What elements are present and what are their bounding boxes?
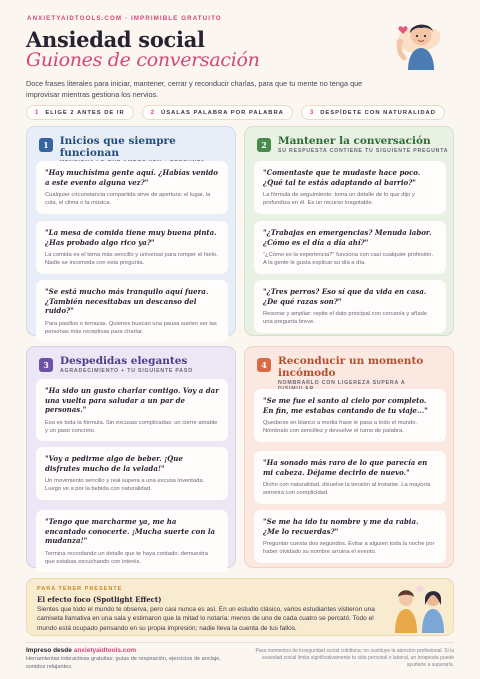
- script-phrase: "Ha sido un gusto charlar contigo. Voy a dar una vuelta para saludar a un par de personas.": [45, 386, 219, 415]
- panel-subtitle: SU RESPUESTA CONTIENE TU SIGUIENTE PREGUNTA: [278, 148, 449, 154]
- script-card: [254, 389, 446, 442]
- panel-number-badge: 2: [257, 138, 271, 152]
- chatting-friends-icon: [389, 583, 451, 638]
- script-phrase: "Se está mucho más tranquilo aquí fuera. ¿También necesitabas un descanso del ruido?": [45, 287, 209, 316]
- step-label: DESPÍDETE CON NATURALIDAD: [320, 109, 436, 116]
- step-number: 2: [150, 109, 156, 116]
- script-note: Esa es toda la fórmula. Sin excusas complicadas: un cierre amable y un paso concreto.: [45, 419, 218, 434]
- script-phrase: "Comentaste que te mudaste hace poco. ¿Qué tal te estás adaptando al barrio?": [263, 168, 421, 187]
- panel-keep-going: [244, 126, 454, 336]
- script-card: [36, 161, 228, 214]
- footer-prefix: Impreso desde: [26, 647, 72, 654]
- heart-icon: [398, 22, 408, 32]
- panel-openers: [26, 126, 236, 336]
- script-phrase: "Ha sonado más raro de lo que parecía en mi cabeza. Déjame decirlo de nuevo.": [263, 458, 428, 477]
- script-note: Para pasillos o terrazas. Quienes buscan una pausa suelen ser las personas más receptivas para charlar.: [45, 320, 217, 335]
- script-note: Termina recordando un detalle que te haya contado: demuestra que estabas escuchando con interés.: [45, 550, 209, 565]
- panel-title: Despedidas elegantes: [60, 355, 188, 367]
- step-number: 3: [309, 109, 315, 116]
- footer-title: [26, 647, 226, 654]
- panel-subtitle: NOMBRARLO CON LIGEREZA SUPERA A: [278, 380, 406, 386]
- step-pill-3: [301, 105, 445, 120]
- script-card: [254, 280, 446, 333]
- spotlight-note: [26, 578, 454, 636]
- script-phrase: "Se me fue el santo al cielo por completo. En fin, me estabas contando de tu viaje...": [263, 396, 428, 415]
- script-card: [36, 379, 228, 441]
- script-card: [254, 221, 446, 274]
- panel-title: Mantener la conversación: [278, 135, 431, 147]
- footer-disclaimer: Para momentos de inseguridad social cotidiana; no sustituye la atención profesional. Si la ansiedad social limita significativamente tu vida personal o laboral, un terapeuta puede ayudarte a superarla.: [255, 648, 454, 668]
- note-body: Sientes que todo el mundo te observa, pero casi nunca es así. En un estudio clásico, varios estudiantes vistieron una camiseta llamativa en una sala y estimaron que la mitad lo notaría: menos de uno de cada cuatro se percató. Todo el mundo está ocupado pensando en su propia impresión; nadie lleva la cuenta de tus fallos.: [37, 606, 375, 632]
- footer-divider: [26, 642, 454, 643]
- script-note: Cualquier circunstancia compartida sirve de apertura: el lugar, la cola, el clima o la música.: [45, 192, 211, 207]
- script-phrase: "Tengo que marcharme ya, me ha encantado conocerte. ¡Mucha suerte con la mudanza!": [45, 517, 216, 546]
- panel-awkward-moments: [244, 346, 454, 568]
- script-phrase: "¿Trabajas en emergencias? Menuda labor. ¿Cómo es el día a día ahí?": [263, 228, 432, 247]
- steps-row: [26, 105, 445, 120]
- panel-goodbyes: [26, 346, 236, 568]
- step-number: 1: [35, 109, 40, 116]
- script-phrase: "Hay muchísima gente aquí. ¿Habías venido a este evento alguna vez?": [45, 168, 218, 187]
- script-note: Preguntar cuesta dos segundos. Evitar a alguien toda la noche por haber olvidado su nombre arruina el evento.: [263, 541, 435, 556]
- script-card: [36, 510, 228, 572]
- script-phrase: "La mesa de comida tiene muy buena pinta. ¿Has probado algo rico ya?": [45, 228, 217, 247]
- panel-number-badge: 1: [39, 138, 53, 152]
- script-card: [36, 447, 228, 500]
- step-label: ÚSALAS PALABRA POR PALABRA: [161, 109, 284, 116]
- step-pill-2: [142, 105, 293, 120]
- script-card: [254, 161, 446, 214]
- panel-header: [39, 355, 193, 374]
- script-note: Dicho con naturalidad, disuelve la tensión al instante. La mayoría sonreirá con complicidad.: [263, 482, 431, 497]
- script-card: [36, 221, 228, 274]
- step-label: ELIGE 2 ANTES DE IR: [45, 109, 125, 116]
- step-pill-1: [26, 105, 134, 120]
- intro-text: Doce frases literales para iniciar, mantener, cerrar y reconducir charlas, para que tu mente no tenga que improvisar mientras gestiona los nervios.: [26, 79, 363, 99]
- script-card: [254, 451, 446, 504]
- script-note: La fórmula de seguimiento: toma un detalle de lo que dijo y profundiza en él. Es un recurso inagotable.: [263, 192, 415, 207]
- script-card: [254, 510, 446, 563]
- page-title: Ansiedad social: [26, 27, 205, 52]
- waving-person-icon: [388, 10, 454, 75]
- script-phrase: "¿Tres perros? Eso sí que da vida en casa. ¿De qué razas son?": [263, 287, 427, 306]
- script-note: La comida es el tema más sencillo y universal para romper el hielo. Nadie se incomoda con esta pregunta.: [45, 252, 218, 267]
- footer-site-link[interactable]: anxietyaidtools.com: [73, 647, 137, 654]
- site-kicker: ANXIETYAIDTOOLS.COM · IMPRIMIBLE GRATUITO: [27, 15, 222, 22]
- footer-info: [26, 647, 226, 672]
- panel-number-badge: 4: [257, 358, 271, 372]
- panel-header: [257, 135, 448, 154]
- panel-subtitle: AGRADECIMIENTO + TU SIGUIENTE PASO: [60, 368, 193, 374]
- script-note: Quedarse en blanco a media frase le pasa a todo el mundo. Nómbralo con sencillez y devuelve el turno de palabra.: [263, 420, 418, 435]
- script-phrase: "Se me ha ido tu nombre y me da rabia. ¿Me lo recuerdas?": [263, 517, 419, 536]
- note-kicker: PARA TENER PRESENTE: [37, 586, 123, 592]
- page-subtitle: Guiones de conversación: [26, 49, 260, 71]
- script-note: Un movimiento sencillo y real supera a una excusa inventada. Luego ve a por la bebida con naturalidad.: [45, 478, 205, 493]
- footer-description: Herramientas interactivas gratuitas: guías de respiración, ejercicios de anclaje, sonidos relajantes.: [26, 656, 221, 670]
- panel-number-badge: 3: [39, 358, 53, 372]
- script-card: [36, 280, 228, 342]
- panel-header: [257, 355, 438, 392]
- panel-title: Inicios que siempre funcionan: [59, 135, 176, 159]
- note-title: El efecto foco (Spotlight Effect): [37, 595, 162, 604]
- panel-title: Reconducir un momento incómodo: [278, 355, 424, 379]
- script-note: "¿Cómo es la experiencia?" funciona con casi cualquier profesión. A la gente le gusta explicar su día a día.: [263, 252, 434, 267]
- script-note: Resonar y ampliar: repite el dato principal con cercanía y añade una pregunta breve.: [263, 311, 428, 326]
- script-phrase: "Voy a pedirme algo de beber. ¡Que disfrutes mucho de la velada!": [45, 454, 183, 473]
